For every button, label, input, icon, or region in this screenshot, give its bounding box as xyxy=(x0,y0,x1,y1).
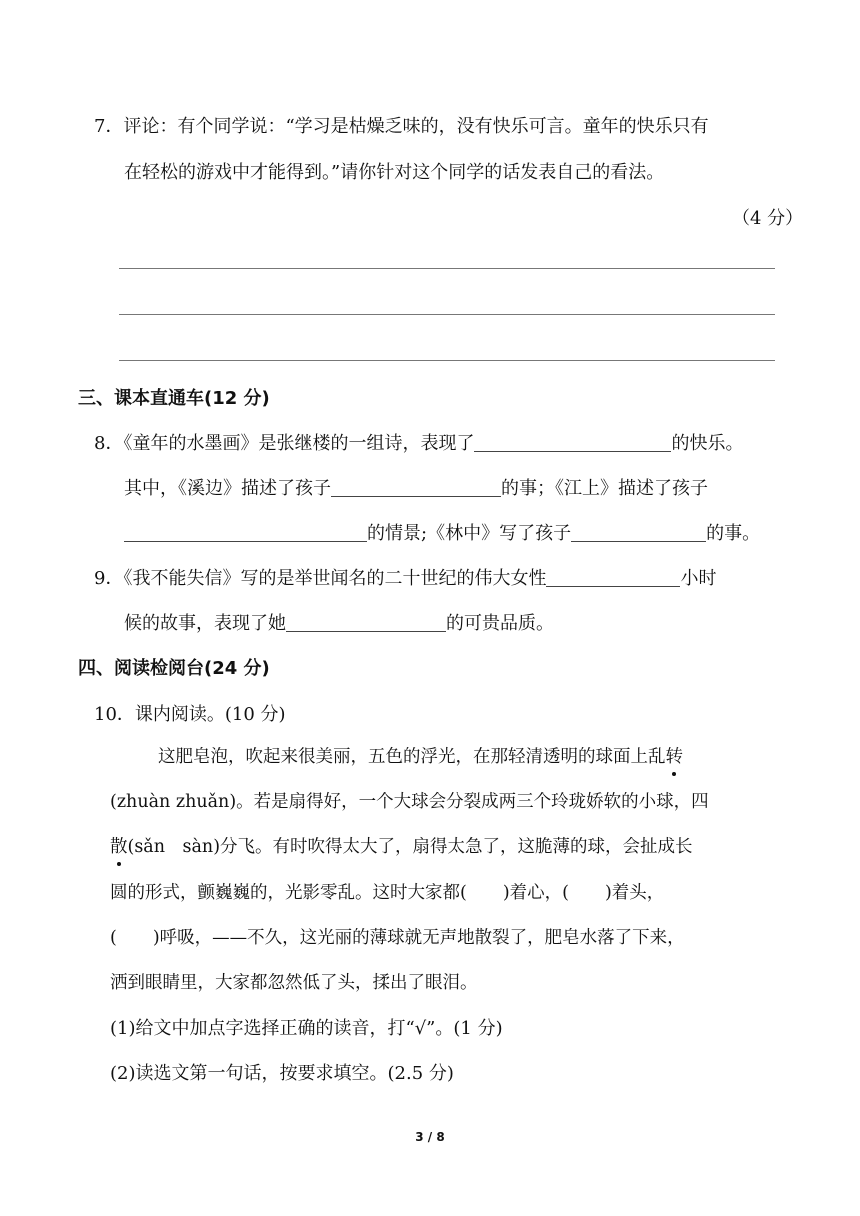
passage-line-4 xyxy=(110,880,664,906)
q10-sub-2: (2)读选文第一句话，按要求填空。(2.5 分) xyxy=(110,1063,454,1084)
passage-text-3: (sǎn sàn)分飞。有时吹得太大了，扇得太急了，这脆薄的球，会扯成长 xyxy=(127,837,693,857)
q8-text-1b: 的快乐。 xyxy=(671,433,744,454)
q10-title: 10．课内阅读。(10 分) xyxy=(94,704,286,725)
section-4-title: 四、阅读检阅台(24 分) xyxy=(78,658,270,679)
q8-text-3b: 的事。 xyxy=(706,523,761,544)
q9-text-2b: 的可贵品质。 xyxy=(446,613,554,634)
passage-line-6: 洒到眼睛里，大家都忽然低了头，揉出了眼泪。 xyxy=(110,973,478,993)
q9-text-2a: 候的故事，表现了她 xyxy=(124,613,286,634)
dotted-char-san: 散 xyxy=(110,834,128,860)
q8-blank-3[interactable] xyxy=(124,521,367,542)
q8-blank-4[interactable] xyxy=(571,521,706,542)
q7-line-1: 7．评论：有个同学说：“学习是枯燥乏味的，没有快乐可言。童年的快乐只有 xyxy=(94,116,709,137)
q9-line-2 xyxy=(124,611,554,637)
q9-line-1 xyxy=(94,566,716,592)
passage-text-4b: )着心，( xyxy=(502,883,569,903)
q9-blank-1[interactable] xyxy=(546,566,680,587)
q8-line-1 xyxy=(94,431,743,457)
answer-line-2[interactable] xyxy=(119,314,775,315)
q7-line-2: 在轻松的游戏中才能得到。”请你针对这个同学的话发表自己的看法。 xyxy=(124,162,665,183)
q9-text-1b: 小时 xyxy=(680,568,717,589)
passage-text-1: 这肥皂泡，吹起来很美丽，五色的浮光，在那轻清透明的球面上乱 xyxy=(158,747,666,767)
q10-sub-1: (1)给文中加点字选择正确的读音，打“√”。(1 分) xyxy=(110,1018,503,1039)
q9-blank-2[interactable] xyxy=(286,611,446,632)
passage-text-5b: )呼吸，——不久，这光丽的薄球就无声地散裂了，肥皂水落了下来， xyxy=(152,928,685,948)
passage-text-5a: ( xyxy=(110,928,117,948)
section-3-title: 三、课本直通车(12 分) xyxy=(78,388,270,409)
passage-line-3 xyxy=(110,834,693,860)
passage-line-1 xyxy=(158,744,683,770)
q8-blank-1[interactable] xyxy=(474,431,671,452)
answer-line-3[interactable] xyxy=(119,360,775,361)
dotted-char-zhuan: 转 xyxy=(666,744,684,770)
passage-line-2: (zhuàn zhuǎn)。若是扇得好，一个大球会分裂成两三个玲珑娇软的小球，四 xyxy=(110,792,709,812)
q8-line-3 xyxy=(124,521,760,547)
q9-text-1a: 9．《我不能失信》写的是举世闻名的二十世纪的伟大女性 xyxy=(94,568,547,589)
passage-line-5 xyxy=(110,925,685,951)
q8-text-2b: 的事；《江上》描述了孩子 xyxy=(501,478,708,499)
q8-text-3a: 的情景;《林中》写了孩子 xyxy=(367,523,572,544)
q8-blank-2[interactable] xyxy=(331,476,501,497)
q8-text-2a: 其中，《溪边》描述了孩子 xyxy=(124,478,331,499)
answer-line-1[interactable] xyxy=(119,268,775,269)
q8-text-1a: 8．《童年的水墨画》是张继楼的一组诗，表现了 xyxy=(94,433,475,454)
passage-text-4a: 圆的形式，颤巍巍的，光影零乱。这时大家都( xyxy=(110,883,467,903)
passage-text-4c: )着头， xyxy=(604,883,665,903)
page-number: 3 / 8 xyxy=(415,1130,445,1144)
q8-line-2 xyxy=(124,476,708,502)
q7-score: （4 分） xyxy=(732,208,804,229)
